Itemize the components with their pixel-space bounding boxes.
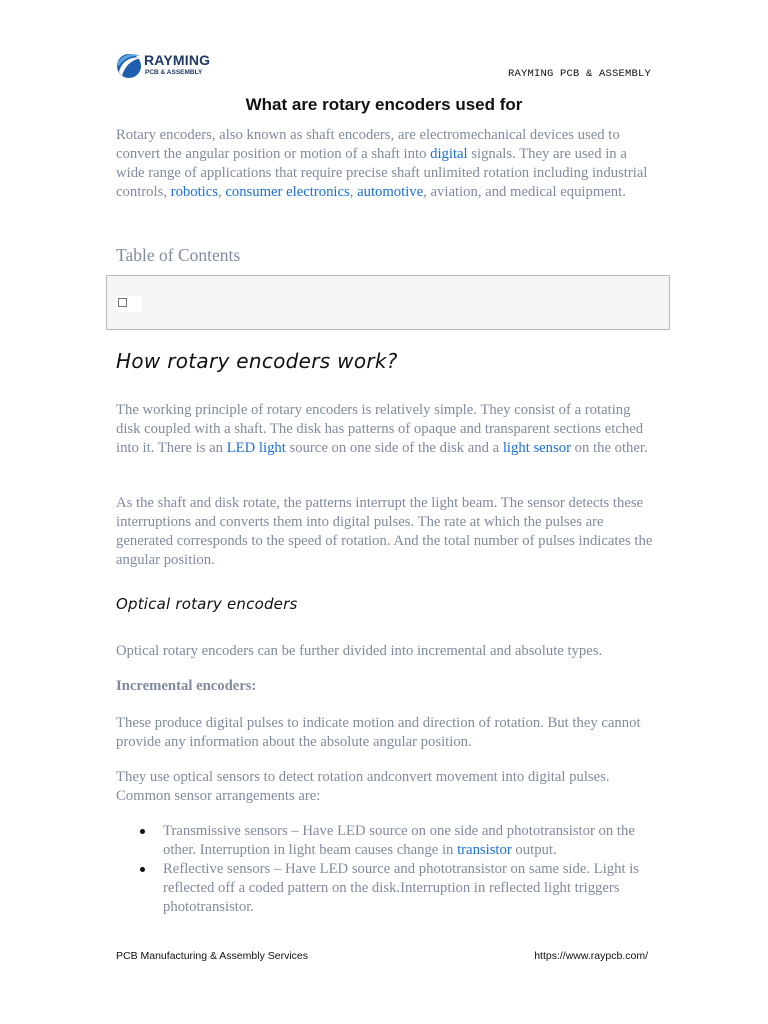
link-automotive[interactable]: automotive: [357, 184, 424, 200]
section2-paragraph-2: These produce digital pulses to indicate motion and direction of rotation. But they cannot provide any information about the absolute angular position.: [116, 715, 641, 750]
logo-subtitle: PCB & ASSEMBLY: [145, 69, 203, 76]
intro-text-4: ,: [349, 184, 358, 200]
intro-paragraph: [116, 126, 656, 202]
intro-text-2: signals. They are used in a wide range of applications that require precise shaft unlimited rotation including industrial controls,: [116, 146, 648, 200]
toc-toggle-button[interactable]: [116, 296, 142, 312]
link-robotics[interactable]: robotics: [170, 184, 218, 200]
s1p1-text-3: on the other.: [570, 440, 648, 456]
section1-paragraph-2: As the shaft and disk rotate, the patterns interrupt the light beam. The sensor detects these interruptions and converts them into digital pulses. The rate at which the pulses are generated corresponds to the speed of rotation. And the total number of pulses indicates the angular position.: [116, 495, 653, 568]
list-item: Reflective sensors – Have LED source and phototransistor on same side. Light is reflected off a coded pattern on the disk.Interruption in reflected light triggers phototransistor.: [136, 860, 656, 917]
rayming-logo: [116, 50, 216, 82]
link-transistor[interactable]: transistor: [457, 842, 512, 858]
logo-title: RAYMING: [144, 52, 211, 68]
header-company-name: RAYMING PCB & ASSEMBLY: [507, 68, 651, 80]
section2-paragraph-3: They use optical sensors to detect rotation andconvert movement into digital pulses. Common sensor arrangements are:: [116, 769, 610, 804]
section-heading-how-it-works: How rotary encoders work?: [116, 349, 398, 373]
intro-text-3: ,: [218, 184, 226, 200]
document-title: What are rotary encoders used for: [245, 95, 523, 114]
section-heading-optical: Optical rotary encoders: [116, 595, 298, 613]
logo-swoosh-icon: [116, 52, 142, 80]
s1p1-text-1: The working principle of rotary encoders is relatively simple. They consist of a rotating disk coupled with a shaft. The disk has patterns of opaque and transparent sections etched into it. There is an: [116, 402, 644, 456]
link-light-sensor[interactable]: light sensor: [502, 440, 571, 456]
footer-url[interactable]: https://www.raypcb.com/: [534, 950, 648, 962]
bullet1-text-1: Transmissive sensors – Have LED source on one side and phototransistor on the other. Interruption in light beam causes change in: [163, 823, 635, 858]
s1p1-text-2: source on one side of the disk and a: [285, 440, 503, 456]
incremental-encoders-label: Incremental encoders:: [116, 678, 257, 694]
toc-title: Table of Contents: [116, 245, 241, 265]
toc-box: [106, 275, 670, 330]
link-digital[interactable]: digital: [430, 146, 468, 162]
link-led-light[interactable]: LED light: [226, 440, 286, 456]
toc-checkbox-icon: [118, 298, 127, 307]
bullet1-text-2: output.: [511, 842, 557, 858]
intro-text-1: Rotary encoders, also known as shaft encoders, are electromechanical devices used to convert the angular position or motion of a shaft into: [116, 127, 620, 162]
footer-services: PCB Manufacturing & Assembly Services: [116, 950, 308, 962]
sensor-list: [136, 822, 656, 917]
section1-paragraph-1: [116, 401, 656, 458]
link-consumer-electronics[interactable]: consumer electronics: [225, 184, 350, 200]
intro-text-5: , aviation, and medical equipment.: [423, 184, 626, 200]
list-item: [136, 822, 656, 860]
section2-paragraph-1: Optical rotary encoders can be further divided into incremental and absolute types.: [116, 643, 603, 659]
